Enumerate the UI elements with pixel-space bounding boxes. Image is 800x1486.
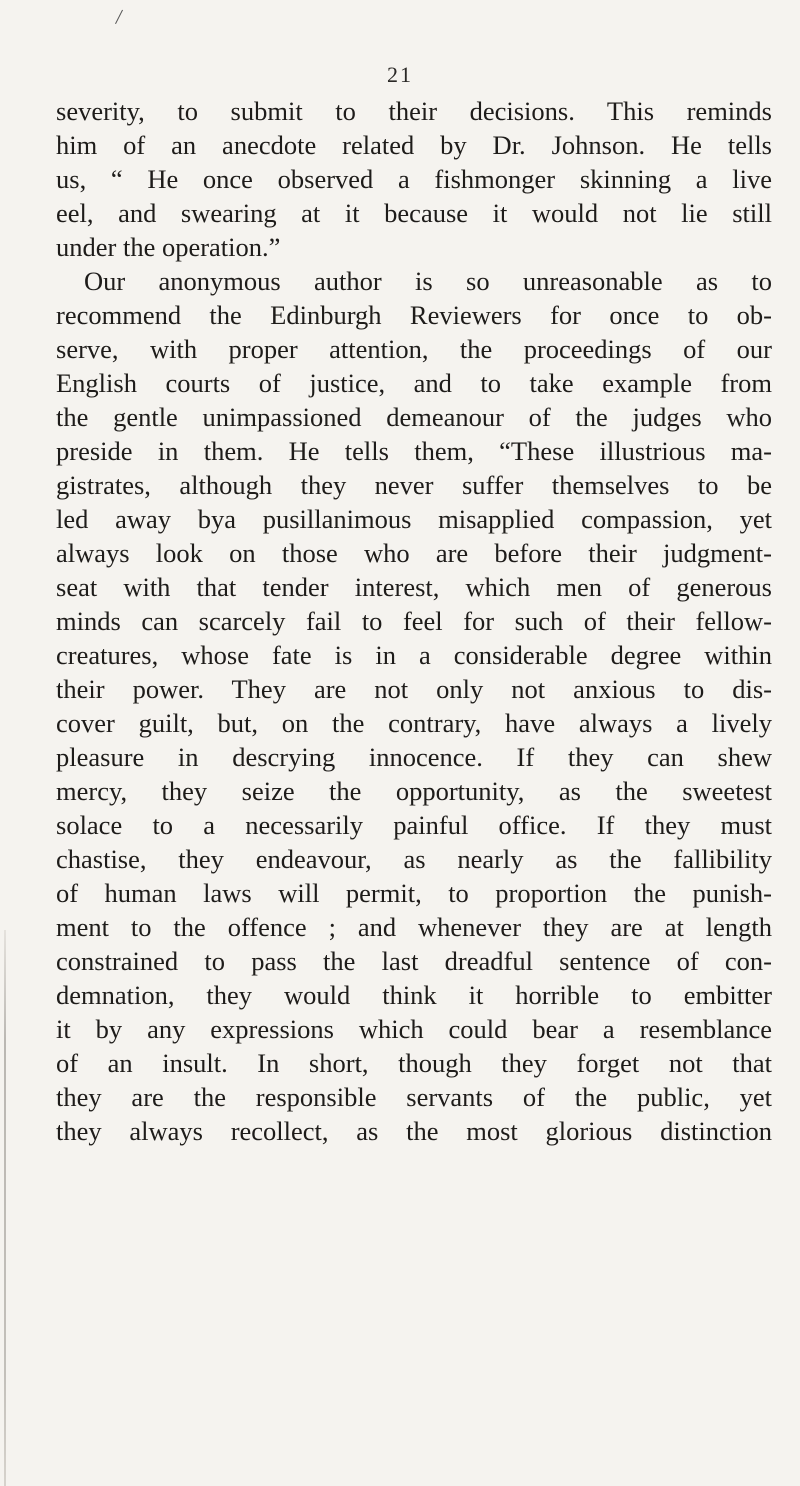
text-line: their power. They are not only not anxious to dis- — [56, 674, 772, 704]
text-line: minds can scarcely fail to feel for such of their fellow- — [56, 606, 772, 636]
text-line: ment to the offence ; and whenever they are at length — [56, 912, 772, 942]
text-line: of an insult. In short, though they forget not that — [56, 1048, 772, 1078]
page-number: 21 — [387, 62, 413, 87]
text-line: Our anonymous author is so unreasonable as to — [84, 266, 772, 296]
text-line: demnation, they would think it horrible to embitter — [56, 980, 772, 1010]
text-line: the gentle unimpassioned demeanour of the judges who — [56, 402, 772, 432]
page-edge-shadow — [4, 930, 6, 1486]
text-line: gistrates, although they never suffer themselves to be — [56, 470, 772, 500]
text-line: led away bya pusillanimous misapplied compassion, yet — [56, 504, 772, 534]
text-line: seat with that tender interest, which men of generous — [56, 572, 772, 602]
text-line: mercy, they seize the opportunity, as the sweetest — [56, 776, 772, 806]
text-line: solace to a necessarily painful office. If they must — [56, 810, 772, 840]
text-line: him of an anecdote related by Dr. Johnson. He tells — [56, 130, 772, 160]
text-line: they always recollect, as the most glorious distinction — [56, 1116, 772, 1146]
text-line: pleasure in descrying innocence. If they can shew — [56, 742, 772, 772]
text-line: of human laws will permit, to proportion the punish- — [56, 878, 772, 908]
margin-pencil-mark: / — [114, 3, 124, 30]
text-line: eel, and swearing at it because it would not lie still — [56, 198, 772, 228]
text-line: constrained to pass the last dreadful sentence of con- — [56, 946, 772, 976]
text-line: cover guilt, but, on the contrary, have always a lively — [56, 708, 772, 738]
text-line: recommend the Edinburgh Reviewers for once to ob- — [56, 300, 772, 330]
text-line: always look on those who are before their judgment- — [56, 538, 772, 568]
text-line: severity, to submit to their decisions. This reminds — [56, 96, 772, 126]
text-line: us, “ He once observed a fishmonger skinning a live — [56, 164, 772, 194]
text-line: they are the responsible servants of the public, yet — [56, 1082, 772, 1112]
text-line: creatures, whose fate is in a considerable degree within — [56, 640, 772, 670]
text-line: English courts of justice, and to take example from — [56, 368, 772, 398]
text-line: under the operation.” — [56, 232, 281, 262]
text-line: chastise, they endeavour, as nearly as the fallibility — [56, 844, 772, 874]
text-line: it by any expressions which could bear a resemblance — [56, 1014, 772, 1044]
text-line: preside in them. He tells them, “These illustrious ma- — [56, 436, 772, 466]
text-line: serve, with proper attention, the proceedings of our — [56, 334, 772, 364]
body-text — [56, 94, 772, 1148]
